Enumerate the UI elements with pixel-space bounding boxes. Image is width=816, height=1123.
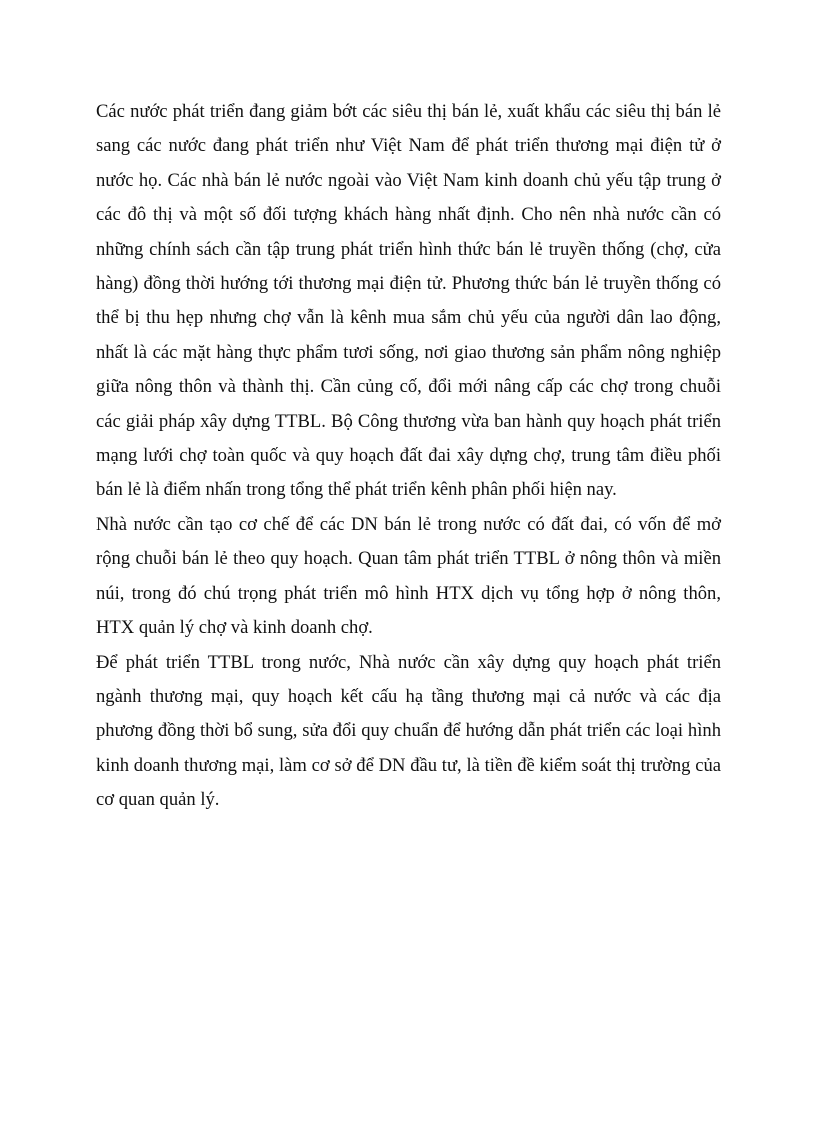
document-body bbox=[96, 95, 721, 818]
paragraph-2: Nhà nước cần tạo cơ chế để các DN bán lẻ trong nước có đất đai, có vốn để mở rộng chuỗi bán lẻ theo quy hoạch. Quan tâm phát triển TTBL ở nông thôn và miền núi, trong đó chú trọng phát triển mô hình HTX dịch vụ tổng hợp ở nông thôn, HTX quản lý chợ và kinh doanh chợ. bbox=[96, 513, 721, 639]
paragraph-1: Các nước phát triển đang giảm bớt các siêu thị bán lẻ, xuất khẩu các siêu thị bán lẻ sang các nước đang phát triển như Việt Nam để phát triển thương mại điện tử ở nước họ. Các nhà bán lẻ nước ngoài vào Việt Nam kinh doanh chủ yếu tập trung ở các đô thị và một số đối tượng khách hàng nhất định. Cho nên nhà nước cần có những chính sách cần tập trung phát triển hình thức bán lẻ truyền thống (chợ, cửa hàng) đồng thời hướng tới thương mại điện tử. Phương thức bán lẻ truyền thống có thể bị thu hẹp nhưng chợ vẫn là kênh mua sắm chủ yếu của người dân lao động, nhất là các mặt hàng thực phẩm tươi sống, nơi giao thương sản phẩm nông nghiệp giữa nông thôn và thành thị. Cần củng cố, đổi mới nâng cấp các chợ trong chuỗi các giải pháp xây dựng TTBL. Bộ Công thương vừa ban hành quy hoạch phát triển mạng lưới chợ toàn quốc và quy hoạch đất đai xây dựng chợ, trung tâm điều phối bán lẻ là điểm nhấn trong tổng thể phát triển kênh phân phối hiện nay. bbox=[96, 101, 721, 501]
paragraph-3: Để phát triển TTBL trong nước, Nhà nước cần xây dựng quy hoạch phát triển ngành thương mại, quy hoạch kết cấu hạ tầng thương mại cả nước và các địa phương đồng thời bổ sung, sửa đổi quy chuẩn để hướng dẫn phát triển các loại hình kinh doanh thương mại, làm cơ sở để DN đầu tư, là tiền đề kiểm soát thị trường của cơ quan quản lý. bbox=[96, 651, 721, 811]
